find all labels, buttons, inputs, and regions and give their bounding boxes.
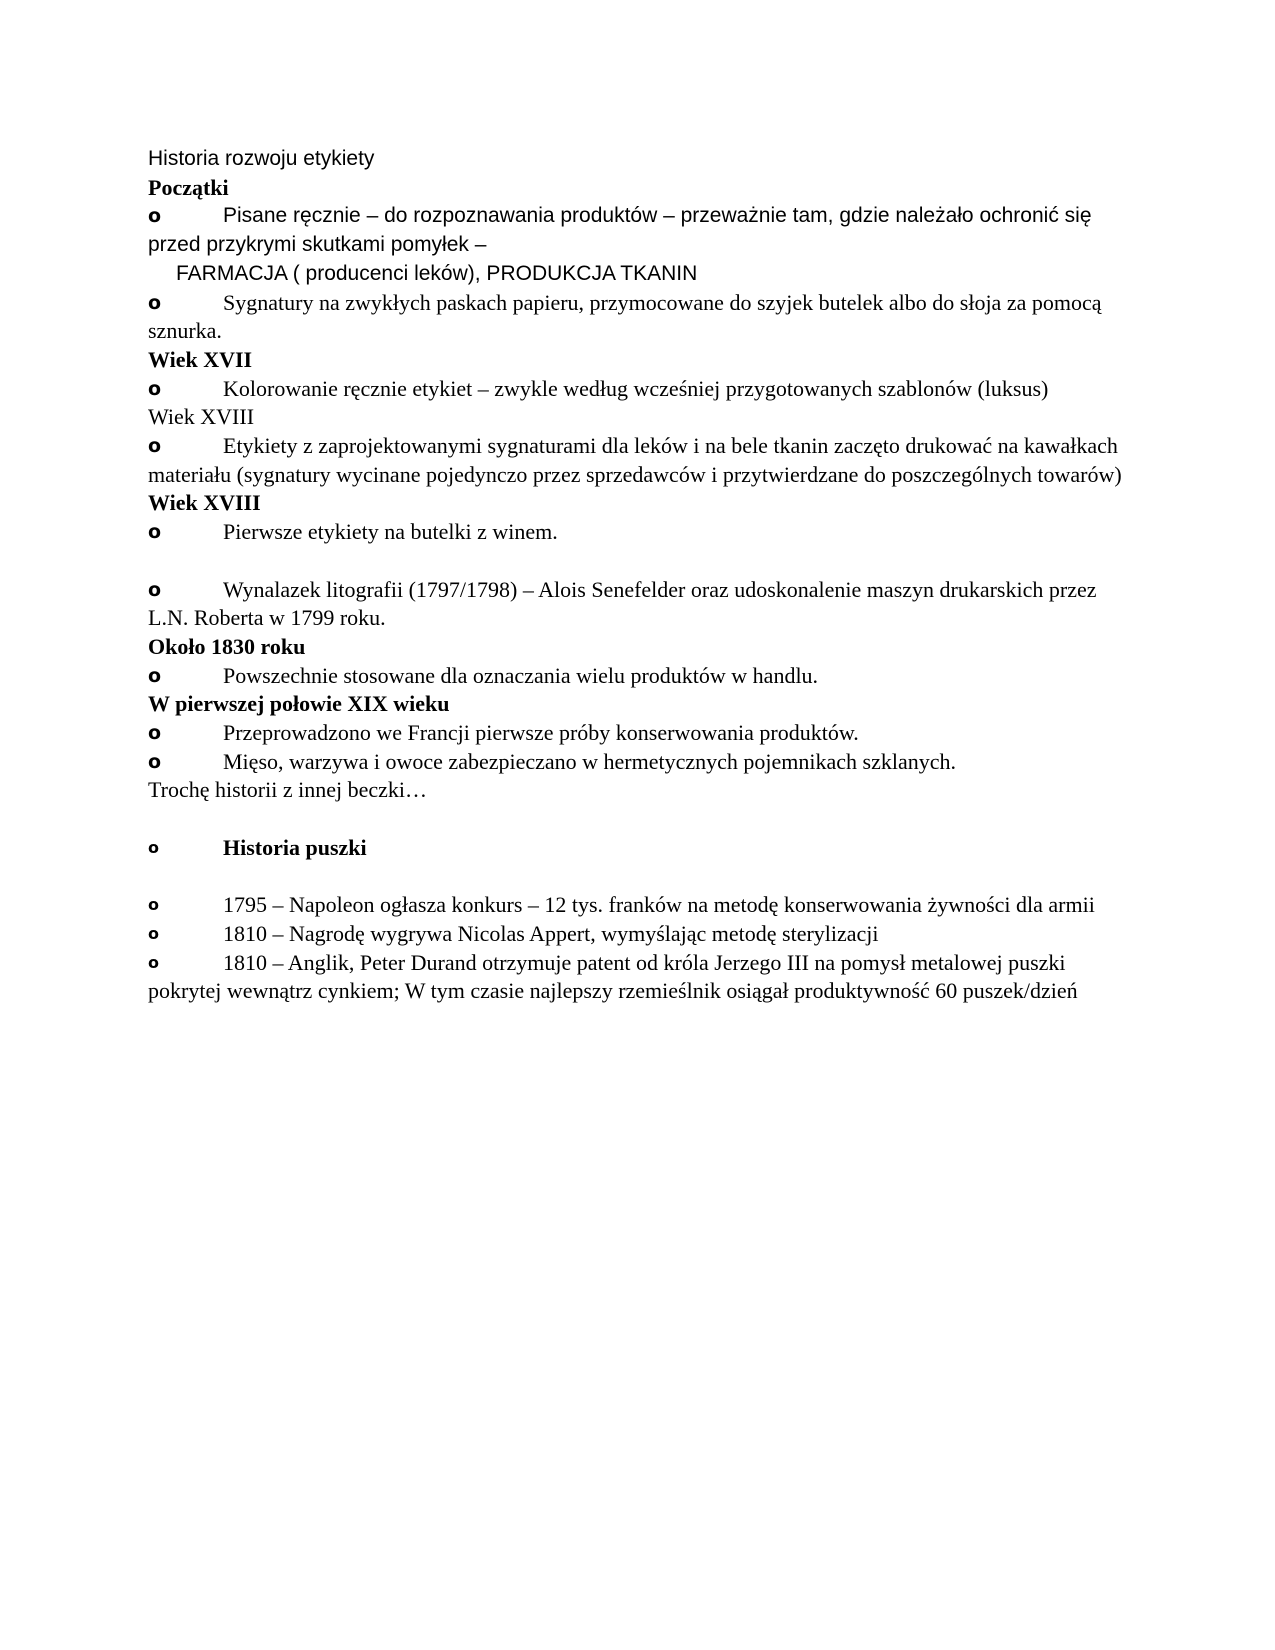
blank-line bbox=[148, 863, 1128, 892]
list-item bbox=[148, 518, 1128, 547]
section-heading-okolo-1830: Około 1830 roku bbox=[148, 633, 306, 659]
section-heading-wiek-xviii-bold: Wiek XVIII bbox=[148, 490, 261, 516]
list-item bbox=[148, 920, 1128, 949]
list-item-text: 1795 – Napoleon ogłasza konkurs – 12 tys. franków na metodę konserwowania żywności dla armii bbox=[223, 892, 1095, 918]
bullet-icon: o bbox=[148, 895, 159, 915]
document-title: Historia rozwoju etykiety bbox=[148, 147, 375, 170]
list-item-text: 1810 – Nagrodę wygrywa Nicolas Appert, wymyślając metodę sterylizacji bbox=[223, 920, 879, 946]
list-item bbox=[148, 891, 1128, 920]
document-page bbox=[148, 145, 1128, 1006]
bullet-icon: o bbox=[148, 722, 162, 745]
list-item-text: Przeprowadzono we Francji pierwsze próby konserwowania produktów. bbox=[223, 720, 859, 746]
list-item bbox=[148, 748, 1128, 777]
section-heading-poczatki: Początki bbox=[148, 174, 229, 200]
bullet-icon: o bbox=[148, 521, 162, 544]
list-item-text: Kolorowanie ręcznie etykiet – zwykle według wcześniej przygotowanych szablonów (luksus) bbox=[223, 375, 1049, 401]
list-item-text: Wynalazek litografii (1797/1798) – Alois Senefelder oraz udoskonalenie maszyn drukarskich przez L.N. Roberta w 1799 roku. bbox=[148, 576, 1097, 631]
bullet-icon: o bbox=[148, 435, 162, 458]
bullet-icon: o bbox=[148, 750, 162, 773]
bullet-icon: o bbox=[148, 923, 159, 943]
list-item bbox=[148, 576, 1128, 633]
list-item-text: Pisane ręcznie – do rozpoznawania produktów – przeważnie tam, gdzie należało ochronić się przed przykrymi skutkami pomyłek – bbox=[148, 204, 1092, 257]
list-item bbox=[148, 289, 1128, 346]
bullet-icon: o bbox=[148, 291, 162, 314]
list-item-text: Etykiety z zaprojektowanymi sygnaturami dla leków i na bele tkanin zaczęto drukować na kawałkach materiału (sygnatury wycinane pojedynczo przez sprzedawców i przytwierdzane do poszczególnych towarów) bbox=[148, 433, 1122, 487]
section-heading-historia-puszki bbox=[148, 834, 1128, 863]
section-heading-xix-wiek: W pierwszej połowie XIX wieku bbox=[148, 691, 450, 717]
bullet-icon: o bbox=[148, 952, 159, 972]
list-item bbox=[148, 202, 1128, 259]
list-item bbox=[148, 949, 1128, 1006]
bullet-icon: o bbox=[148, 578, 162, 601]
list-item-continuation: FARMACJA ( producenci leków), PRODUKCJA TKANIN bbox=[176, 261, 698, 285]
list-item-text: Historia puszki bbox=[223, 834, 367, 860]
list-item bbox=[148, 662, 1128, 691]
list-item-text: Sygnatury na zwykłych paskach papieru, przymocowane do szyjek butelek albo do słoja za pomocą sznurka. bbox=[148, 289, 1102, 344]
paragraph: Trochę historii z innej beczki… bbox=[148, 777, 428, 803]
list-item-text: Powszechnie stosowane dla oznaczania wielu produktów w handlu. bbox=[223, 662, 819, 688]
blank-line bbox=[148, 805, 1128, 834]
list-item-text: Pierwsze etykiety na butelki z winem. bbox=[223, 519, 558, 545]
list-item bbox=[148, 375, 1128, 404]
bullet-icon: o bbox=[148, 377, 162, 400]
blank-line bbox=[148, 547, 1128, 576]
list-item bbox=[148, 719, 1128, 748]
list-item bbox=[148, 432, 1128, 489]
bullet-icon: o bbox=[148, 664, 162, 687]
bullet-icon: o bbox=[148, 837, 159, 857]
section-heading-wiek-xvii: Wiek XVII bbox=[148, 346, 253, 372]
list-item-text: Mięso, warzywa i owoce zabezpieczano w hermetycznych pojemnikach szklanych. bbox=[223, 748, 957, 774]
list-item-text: 1810 – Anglik, Peter Durand otrzymuje patent od króla Jerzego III na pomysł metalowej puszki pokrytej wewnątrz cynkiem; W tym czasie najlepszy rzemieślnik osiągał produktywność 60 puszek/dzień bbox=[148, 949, 1078, 1004]
section-heading-wiek-xviii: Wiek XVIII bbox=[148, 404, 255, 430]
bullet-icon: o bbox=[148, 205, 162, 228]
